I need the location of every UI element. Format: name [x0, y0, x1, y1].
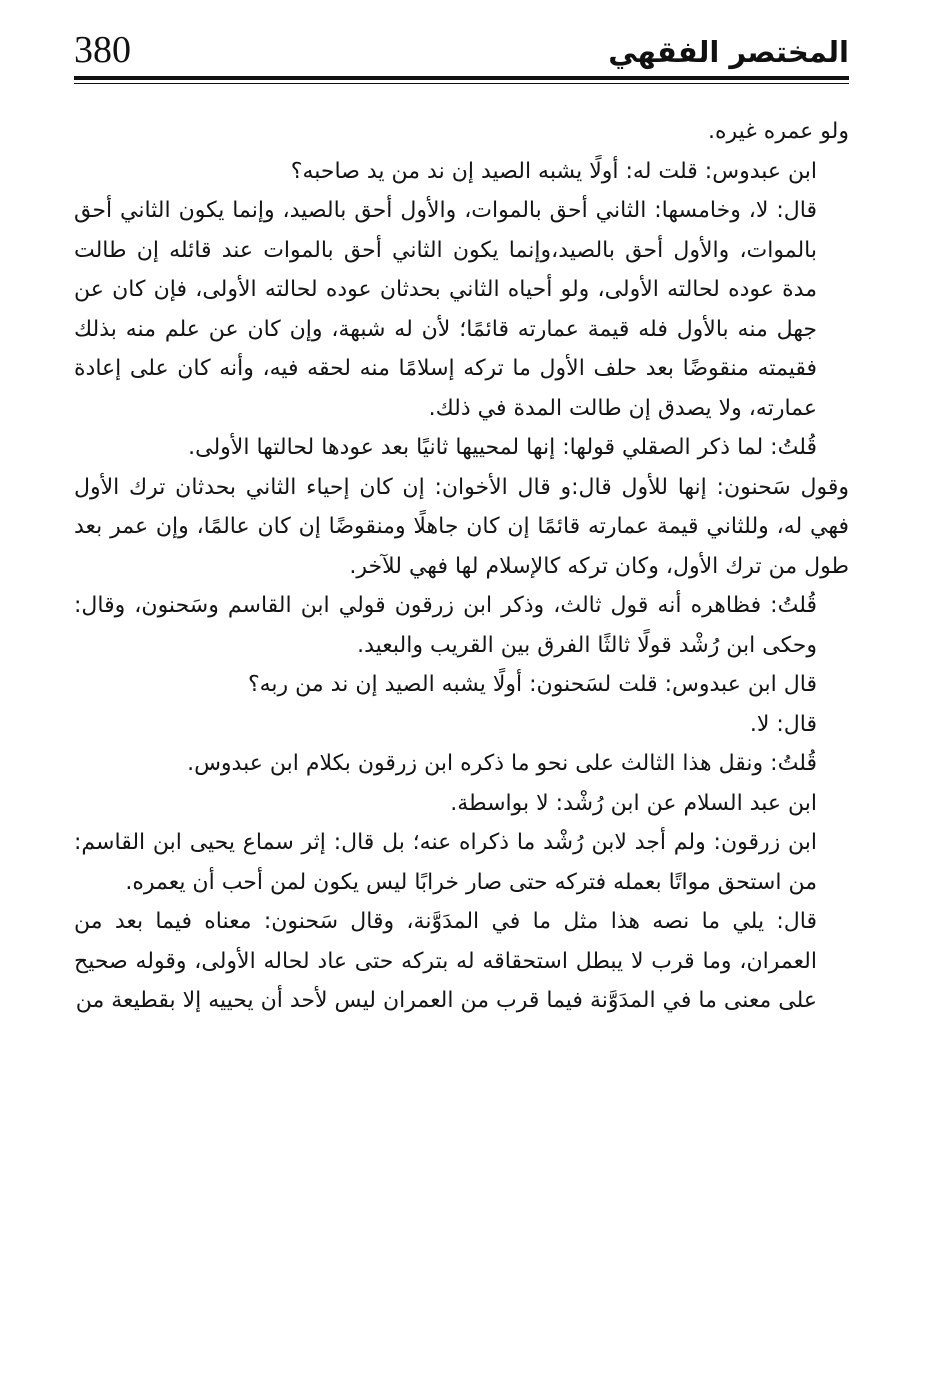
header-rule-thin	[74, 83, 849, 84]
paragraph: قُلتُ: لما ذكر الصقلي قولها: إنها لمحييها ثانيًا بعد عودها لحالتها الأولى.	[188, 435, 817, 460]
paragraph: قال: لا، وخامسها: الثاني أحق بالموات، والأول أحق بالصيد، وإنما يكون الثاني أحق بالموات، والأول أحق بالصيد،وإنما يكون الثاني أحق بالموات عند قائله إن طالت مدة عوده لحالته الأولى، ولو أحياه الثاني بحدثان عوده لحالته الأولى، فإن كان عن جهل منه بالأول فله قيمة عمارته قائمًا؛ لأن له شبهة، وإن كان عن علم منه بذلك فقيمته منقوضًا بعد حلف الأول ما تركه إسلامًا منه لحقه فيه، وأنه كان على إعادة عمارته، ولا يصدق إن طالت المدة في ذلك.	[74, 198, 817, 421]
paragraph: قال: يلي ما نصه هذا مثل ما في المدَوَّنة، وقال سَحنون: معناه فيما بعد من العمران، وما قرب لا يبطل استحقاقه له بتركه حتى عاد لحاله الأولى، وقوله صحيح على معنى ما في المدَوَّنة فيما قرب من العمران ليس لأحد أن يحييه إلا بقطيعة من	[74, 909, 817, 1013]
book-title: المختصر الفقهي	[608, 35, 849, 69]
paragraph: قُلتُ: ونقل هذا الثالث على نحو ما ذكره ابن زرقون بكلام ابن عبدوس.	[187, 751, 817, 776]
paragraph: ابن زرقون: ولم أجد لابن رُشْد ما ذكراه عنه؛ بل قال: إثر سماع يحيى ابن القاسم: من استحق مواتًا بعمله فتركه حتى صار خرابًا ليس يكون لمن أحب أن يعمره.	[74, 830, 817, 895]
paragraph: قُلتُ: فظاهره أنه قول ثالث، وذكر ابن زرقون قولي ابن القاسم وسَحنون، وقال: وحكى ابن رُشْد قولًا ثالثًا الفرق بين القريب والبعيد.	[74, 593, 817, 658]
paragraph: ابن عبدوس: قلت له: أولًا يشبه الصيد إن ند من يد صاحبه؟	[290, 158, 817, 184]
page-number: 380	[74, 29, 131, 71]
paragraph: قال ابن عبدوس: قلت لسَحنون: أولًا يشبه الصيد إن ند من ربه؟	[247, 672, 817, 697]
text-body	[74, 112, 849, 1021]
paragraph: وقول سَحنون: إنها للأول قال:و قال الأخوان: إن كان إحياء الثاني بحدثان ترك الأول فهي له، وللثاني قيمة عمارته قائمًا إن كان جاهلًا ومنقوضًا إن كان عالمًا، وإن عمر بعد طول من ترك الأول، وكان تركه كالإسلام لها فهي للآخر.	[74, 474, 849, 579]
header-rule-thick	[74, 76, 849, 80]
paragraph: قال: لا.	[749, 711, 817, 737]
paragraph: ولو عمره غيره.	[708, 119, 849, 144]
paragraph: ابن عبد السلام عن ابن رُشْد: لا بواسطة.	[450, 790, 817, 816]
page-header	[74, 28, 849, 78]
